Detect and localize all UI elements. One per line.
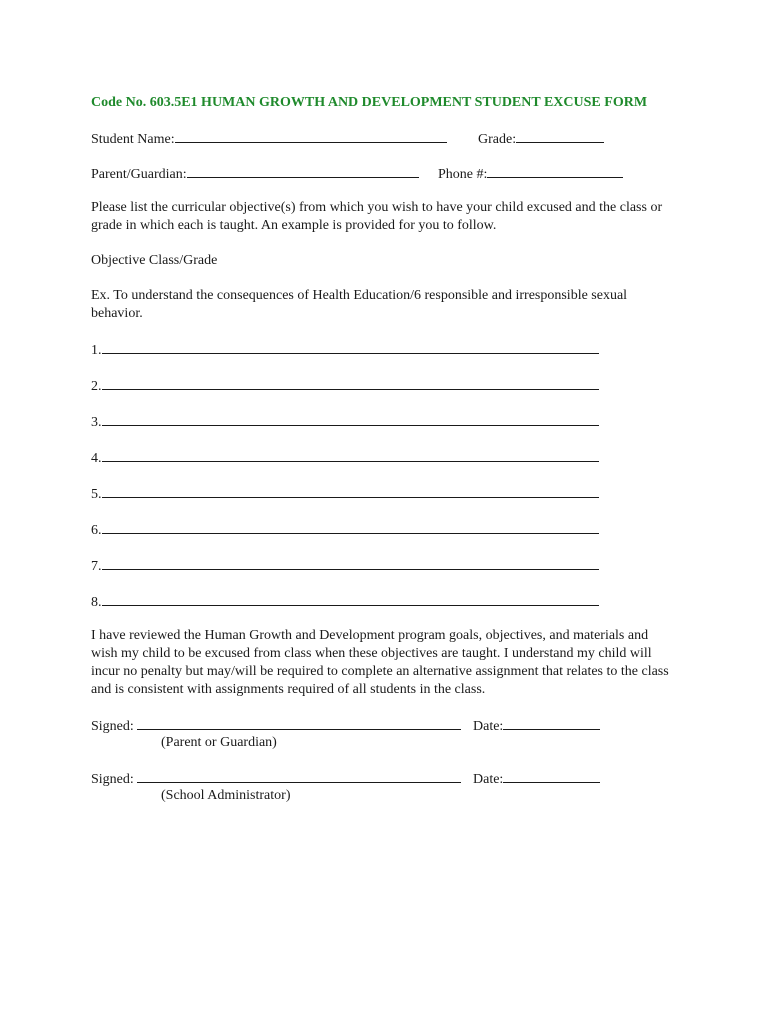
objective-row xyxy=(91,412,671,430)
objective-field[interactable] xyxy=(102,340,599,354)
parent-guardian-label: Parent/Guardian: xyxy=(91,167,187,182)
parent-signature-row xyxy=(91,716,671,734)
objective-row xyxy=(91,484,671,502)
objective-field[interactable] xyxy=(102,376,599,390)
date-label: Date: xyxy=(473,772,504,787)
phone-field-group xyxy=(438,164,623,184)
signed-label: Signed: xyxy=(91,772,134,787)
objective-row xyxy=(91,340,671,358)
parent-guardian-row xyxy=(91,164,671,182)
objective-field[interactable] xyxy=(102,412,599,426)
objective-field[interactable] xyxy=(102,592,599,606)
statement-text: I have reviewed the Human Growth and Development program goals, objectives, and materials and wish my child to be excused from class when these objectives are taught. I understand my child will incur no penalty but may/will be required to complete an alternative assignment that relates to the class and is consistent with assignments required of all students in the class. xyxy=(91,628,669,697)
objective-number: 7. xyxy=(91,559,102,574)
grade-field[interactable] xyxy=(516,129,604,143)
objective-row xyxy=(91,556,671,574)
admin-caption: (School Administrator) xyxy=(161,788,291,803)
parent-signature-field[interactable] xyxy=(137,716,461,730)
grade-label: Grade: xyxy=(478,132,517,147)
objective-number: 2. xyxy=(91,379,102,394)
student-name-row xyxy=(91,129,671,147)
date-label: Date: xyxy=(473,719,504,734)
student-name-field[interactable] xyxy=(175,129,447,143)
objective-number: 4. xyxy=(91,451,102,466)
objective-field[interactable] xyxy=(102,556,599,570)
objective-row xyxy=(91,520,671,538)
parent-date-group xyxy=(473,716,600,736)
objective-number: 3. xyxy=(91,415,102,430)
student-name-label: Student Name: xyxy=(91,132,175,147)
parent-guardian-field[interactable] xyxy=(187,164,419,178)
admin-date-field[interactable] xyxy=(503,769,600,783)
admin-signature-row xyxy=(91,769,671,787)
parent-date-field[interactable] xyxy=(503,716,600,730)
objective-field[interactable] xyxy=(102,520,599,534)
objective-field[interactable] xyxy=(102,448,599,462)
objective-number: 6. xyxy=(91,523,102,538)
objective-row xyxy=(91,448,671,466)
objective-number: 5. xyxy=(91,487,102,502)
form-title: Code No. 603.5E1 HUMAN GROWTH AND DEVELOPMENT STUDENT EXCUSE FORM xyxy=(91,95,648,110)
objective-field[interactable] xyxy=(102,484,599,498)
admin-signature-field[interactable] xyxy=(137,769,461,783)
objective-row xyxy=(91,592,671,610)
excuse-form-page xyxy=(91,94,671,805)
phone-label: Phone #: xyxy=(438,167,488,182)
signed-label: Signed: xyxy=(91,719,134,734)
objective-number: 8. xyxy=(91,595,102,610)
objective-row xyxy=(91,376,671,394)
objective-number: 1. xyxy=(91,343,102,358)
admin-date-group xyxy=(473,769,600,789)
instructions-text: Please list the curricular objective(s) from which you wish to have your child excused and the class or grade in which each is taught. An example is provided for you to follow. xyxy=(91,200,663,233)
grade-field-group xyxy=(478,129,604,149)
phone-field[interactable] xyxy=(487,164,623,178)
objective-header: Objective Class/Grade xyxy=(91,253,218,268)
example-text: Ex. To understand the consequences of Health Education/6 responsible and irresponsible sexual behavior. xyxy=(91,288,628,321)
parent-caption: (Parent or Guardian) xyxy=(161,735,277,750)
objective-list xyxy=(91,340,671,610)
